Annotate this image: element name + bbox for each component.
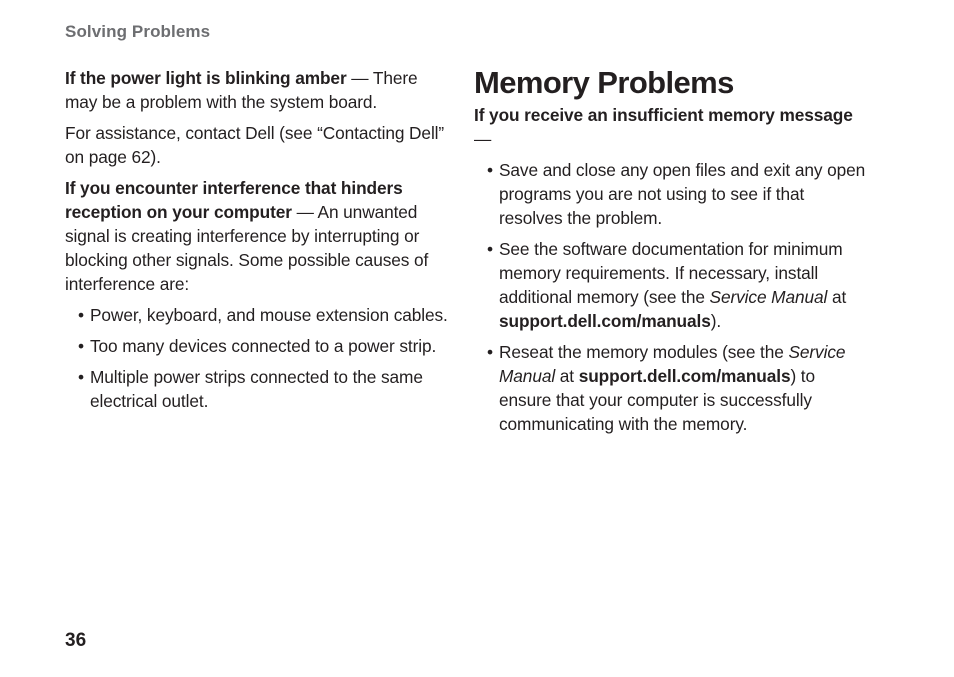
service-manual-title: Service Manual bbox=[499, 342, 846, 386]
power-light-paragraph bbox=[65, 66, 450, 114]
left-column bbox=[65, 66, 450, 420]
page-title: Memory Problems bbox=[474, 65, 734, 100]
list-item-text: Too many devices connected to a power strip. bbox=[90, 336, 437, 356]
insufficient-memory-paragraph bbox=[474, 103, 869, 151]
page-number: 36 bbox=[65, 630, 87, 651]
support-link[interactable]: support.dell.com/manuals bbox=[578, 366, 791, 386]
right-column bbox=[474, 66, 869, 443]
bullet-icon: • bbox=[487, 160, 493, 180]
list-item bbox=[474, 158, 869, 230]
list-item-text: See the software documentation for minimum memory requirements. If necessary, install additional memory (see the bbox=[499, 239, 843, 307]
support-link[interactable]: support.dell.com/manuals bbox=[499, 311, 711, 331]
em-dash: — bbox=[346, 68, 373, 88]
power-light-lead: If the power light is blinking amber bbox=[65, 68, 347, 88]
service-manual-title: Service Manual bbox=[709, 287, 828, 307]
connector-text: at bbox=[827, 287, 847, 307]
list-item-text: Power, keyboard, and mouse extension cables. bbox=[90, 305, 448, 325]
list-item-text: Save and close any open files and exit any open programs you are not using to see if that resolves the problem. bbox=[499, 160, 866, 228]
connector-text: at bbox=[555, 366, 579, 386]
interference-causes-list bbox=[65, 303, 450, 413]
list-item bbox=[474, 340, 869, 436]
insufficient-memory-lead: If you receive an insufficient memory message bbox=[474, 105, 853, 125]
assistance-paragraph: For assistance, contact Dell (see “Contacting Dell” on page 62). bbox=[65, 123, 445, 167]
em-dash: — bbox=[291, 202, 318, 222]
bullet-icon: • bbox=[78, 336, 84, 356]
interference-paragraph bbox=[65, 176, 450, 296]
interference-text: An unwanted signal is creating interference by interrupting or blocking other signals. Some possible causes of interference are: bbox=[65, 202, 429, 294]
list-item bbox=[474, 237, 869, 333]
bullet-icon: • bbox=[78, 367, 84, 387]
list-item-text-end: ). bbox=[710, 311, 722, 331]
bullet-icon: • bbox=[487, 239, 493, 259]
list-item bbox=[65, 365, 450, 413]
bullet-icon: • bbox=[78, 305, 84, 325]
list-item-text: Reseat the memory modules (see the bbox=[499, 342, 789, 362]
bullet-icon: • bbox=[487, 342, 493, 362]
list-item bbox=[65, 303, 450, 327]
list-item-text: Multiple power strips connected to the same electrical outlet. bbox=[90, 367, 423, 411]
list-item-text-end: ) to ensure that your computer is successfully communicating with the memory. bbox=[499, 366, 816, 434]
section-label: Solving Problems bbox=[65, 22, 211, 41]
em-dash: — bbox=[474, 129, 492, 149]
memory-steps-list bbox=[474, 158, 869, 436]
interference-lead: If you encounter interference that hinders reception on your computer bbox=[65, 178, 403, 222]
list-item bbox=[65, 334, 450, 358]
power-light-text: There may be a problem with the system board. bbox=[65, 68, 418, 112]
